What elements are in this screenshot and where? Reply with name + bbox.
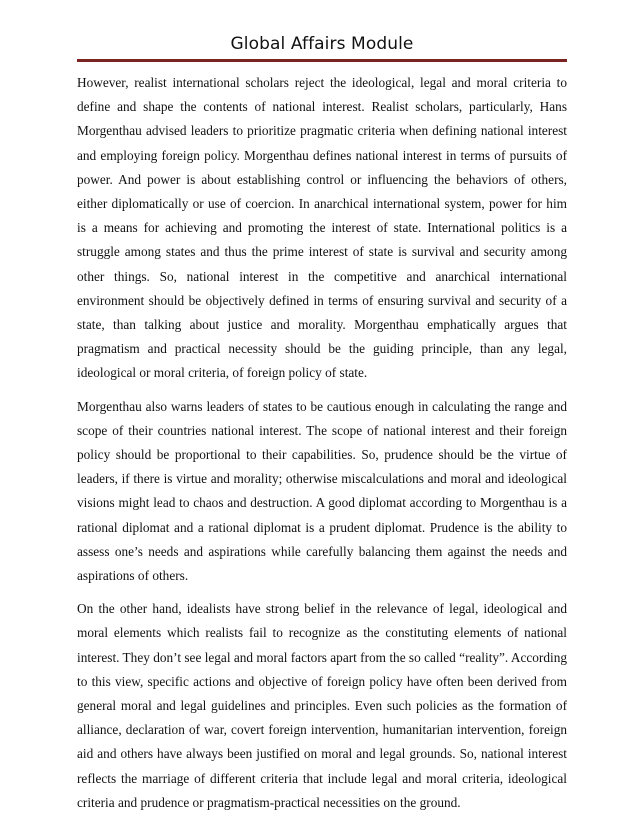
paragraph-idealist-view: On the other hand, idealists have strong belief in the relevance of legal, ideological and moral elements which realists fail to recognize as the constituting elements of national interest. They don’t see legal and moral factors apart from the so called “reality”. According to this view, specific actions and objective of foreign policy have often been derived from general moral and legal guidelines and principles. Even such policies as the formation of alliance, declaration of war, covert foreign intervention, humanitarian intervention, foreign aid and others have always been justified on moral and legal grounds. So, national interest reflects the marriage of different criteria that include legal and moral criteria, ideological criteria and prudence or pragmatism-practical necessities on the ground. xyxy=(77,601,567,810)
page-header-title: Global Affairs Module xyxy=(230,34,414,54)
paragraph-prudence: Morgenthau also warns leaders of states to be cautious enough in calculating the range and scope of their countries national interest. The scope of national interest and their foreign policy should be proportional to their capabilities. So, prudence should be the virtue of leaders, if there is virtue and morality; otherwise miscalculations and moral and ideological visions might lead to chaos and destruction. A good diplomat according to Morgenthau is a rational diplomat and a rational diplomat is a prudent diplomat. Prudence is the ability to assess one’s needs and aspirations while carefully balancing them against the needs and aspirations of others. xyxy=(77,398,567,584)
document-body xyxy=(77,71,567,824)
header-divider xyxy=(77,59,567,62)
paragraph-realist-view: However, realist international scholars reject the ideological, legal and moral criteria to define and shape the contents of national interest. Realist scholars, particularly, Hans Morgenthau advised leaders to prioritize pragmatic criteria when defining national interest and employing foreign policy. Morgenthau defines national interest in terms of pursuits of power. And power is about establishing control or influencing the behaviors of others, either diplomatically or use of coercion. In anarchical international system, power for him is a means for achieving and promoting the interest of state. International politics is a struggle among states and thus the prime interest of state is survival and security among other things. So, national interest in the competitive and anarchical international environment should be objectively defined in terms of ensuring survival and security of a state, than talking about justice and morality. Morgenthau emphatically argues that pragmatism and practical necessity should be the guiding principle, than any legal, ideological or moral criteria, of foreign policy of state. xyxy=(77,75,567,381)
